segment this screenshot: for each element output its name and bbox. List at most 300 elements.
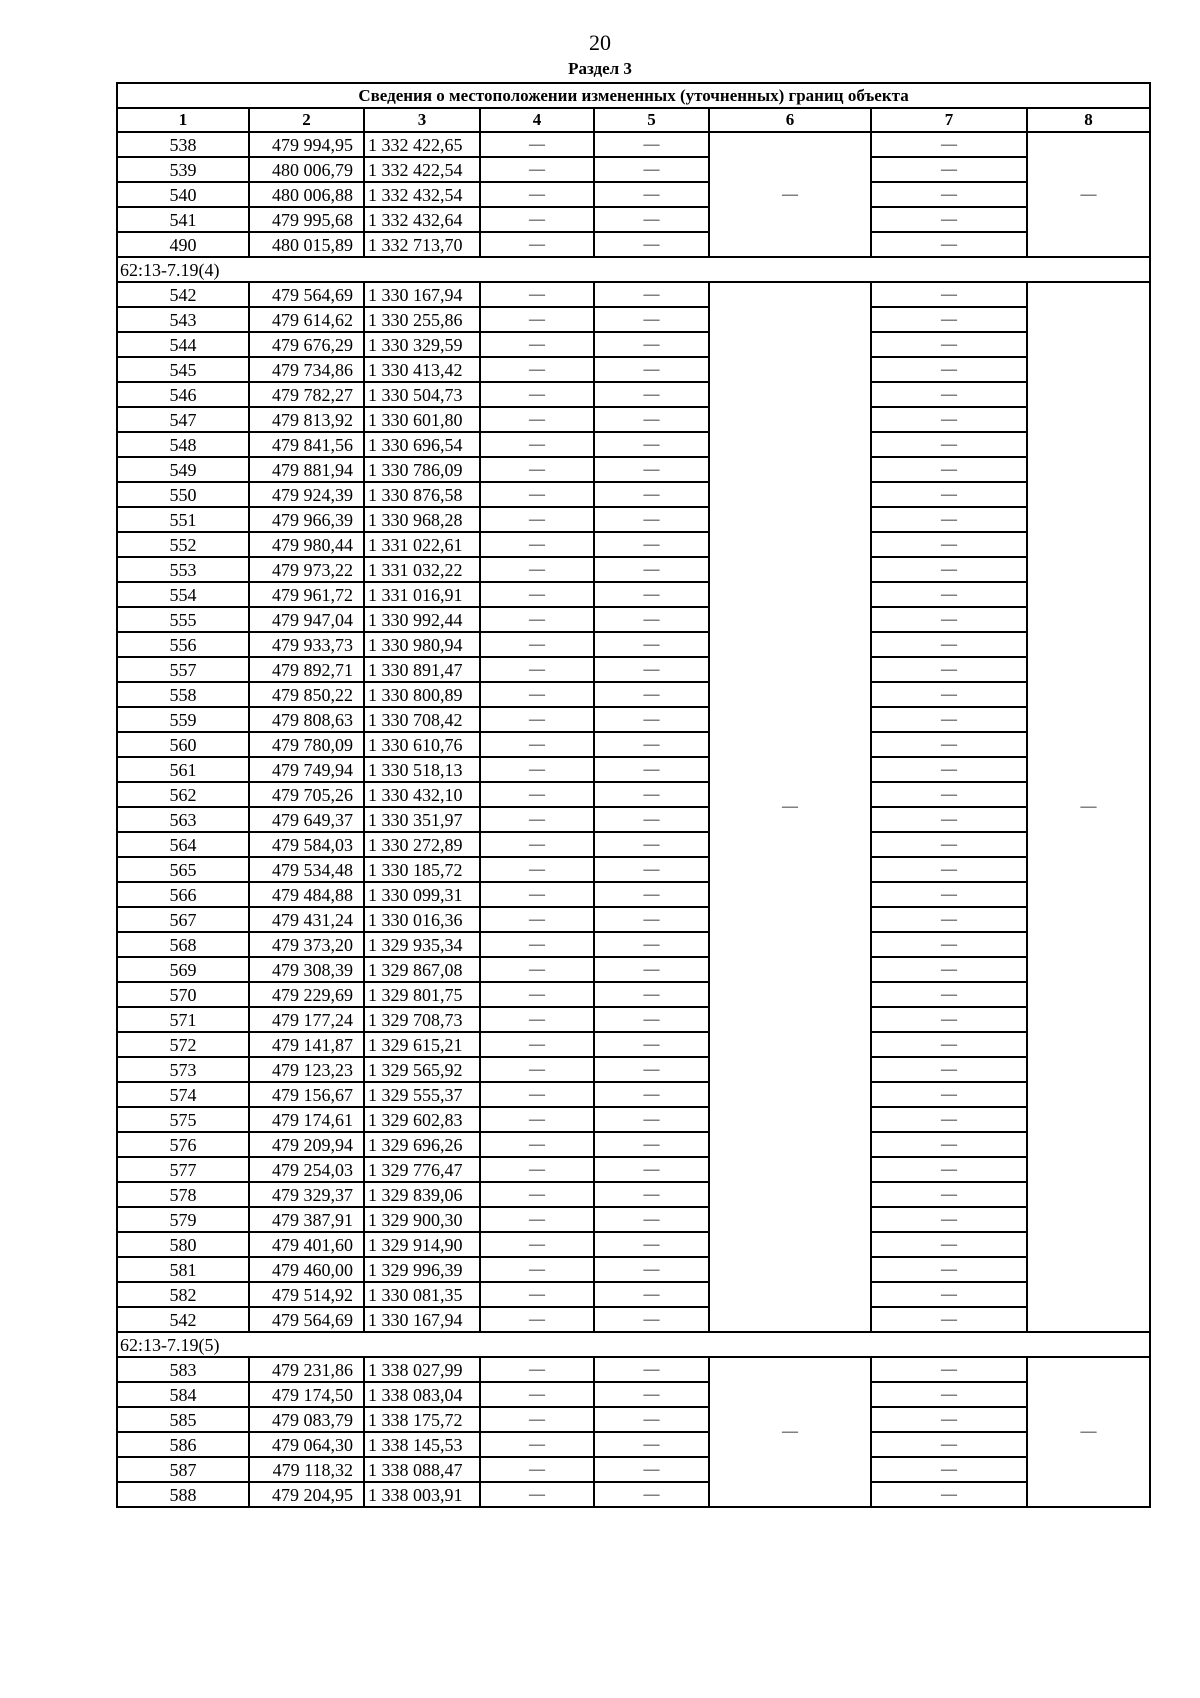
x-coordinate-cell: 479 431,24 bbox=[249, 907, 364, 932]
point-number-cell: 577 bbox=[117, 1157, 249, 1182]
table-row bbox=[117, 982, 1150, 1007]
column-7-cell: — bbox=[871, 1032, 1027, 1057]
column-4-cell: — bbox=[480, 957, 594, 982]
point-number-cell: 542 bbox=[117, 1307, 249, 1332]
group-row bbox=[117, 1332, 1150, 1357]
column-number: 6 bbox=[709, 108, 871, 132]
y-coordinate-cell: 1 330 255,86 bbox=[364, 307, 480, 332]
x-coordinate-cell: 479 118,32 bbox=[249, 1457, 364, 1482]
column-5-cell: — bbox=[594, 432, 709, 457]
y-coordinate-cell: 1 329 935,34 bbox=[364, 932, 480, 957]
y-coordinate-cell: 1 332 713,70 bbox=[364, 232, 480, 257]
point-number-cell: 570 bbox=[117, 982, 249, 1007]
table-body bbox=[117, 132, 1150, 1507]
column-7-cell: — bbox=[871, 832, 1027, 857]
column-5-cell: — bbox=[594, 632, 709, 657]
column-7-cell: — bbox=[871, 882, 1027, 907]
column-7-cell: — bbox=[871, 1007, 1027, 1032]
column-4-cell: — bbox=[480, 832, 594, 857]
column-4-cell: — bbox=[480, 907, 594, 932]
column-5-cell: — bbox=[594, 157, 709, 182]
coordinates-table bbox=[116, 82, 1151, 1508]
x-coordinate-cell: 480 015,89 bbox=[249, 232, 364, 257]
column-4-cell: — bbox=[480, 132, 594, 157]
column-7-cell: — bbox=[871, 1357, 1027, 1382]
column-4-cell: — bbox=[480, 1307, 594, 1332]
group-label: 62:13-7.19(4) bbox=[117, 257, 1150, 282]
y-coordinate-cell: 1 329 776,47 bbox=[364, 1157, 480, 1182]
y-coordinate-cell: 1 331 016,91 bbox=[364, 582, 480, 607]
column-4-cell: — bbox=[480, 332, 594, 357]
column-4-cell: — bbox=[480, 1132, 594, 1157]
column-7-cell: — bbox=[871, 582, 1027, 607]
column-5-cell: — bbox=[594, 1082, 709, 1107]
column-7-cell: — bbox=[871, 157, 1027, 182]
column-7-cell: — bbox=[871, 507, 1027, 532]
x-coordinate-cell: 479 229,69 bbox=[249, 982, 364, 1007]
table-row bbox=[117, 882, 1150, 907]
y-coordinate-cell: 1 330 272,89 bbox=[364, 832, 480, 857]
x-coordinate-cell: 479 705,26 bbox=[249, 782, 364, 807]
y-coordinate-cell: 1 332 422,54 bbox=[364, 157, 480, 182]
point-number-cell: 588 bbox=[117, 1482, 249, 1507]
x-coordinate-cell: 479 749,94 bbox=[249, 757, 364, 782]
x-coordinate-cell: 479 966,39 bbox=[249, 507, 364, 532]
column-7-cell: — bbox=[871, 807, 1027, 832]
column-5-cell: — bbox=[594, 207, 709, 232]
table-row bbox=[117, 1207, 1150, 1232]
point-number-cell: 584 bbox=[117, 1382, 249, 1407]
column-5-cell: — bbox=[594, 1107, 709, 1132]
column-number: 7 bbox=[871, 108, 1027, 132]
column-4-cell: — bbox=[480, 632, 594, 657]
table-row bbox=[117, 1132, 1150, 1157]
column-4-cell: — bbox=[480, 1207, 594, 1232]
point-number-cell: 574 bbox=[117, 1082, 249, 1107]
point-number-cell: 558 bbox=[117, 682, 249, 707]
y-coordinate-cell: 1 329 555,37 bbox=[364, 1082, 480, 1107]
point-number-cell: 586 bbox=[117, 1432, 249, 1457]
table-row bbox=[117, 907, 1150, 932]
column-5-cell: — bbox=[594, 1457, 709, 1482]
x-coordinate-cell: 479 308,39 bbox=[249, 957, 364, 982]
y-coordinate-cell: 1 330 099,31 bbox=[364, 882, 480, 907]
point-number-cell: 490 bbox=[117, 232, 249, 257]
y-coordinate-cell: 1 330 504,73 bbox=[364, 382, 480, 407]
point-number-cell: 551 bbox=[117, 507, 249, 532]
point-number-cell: 561 bbox=[117, 757, 249, 782]
x-coordinate-cell: 479 123,23 bbox=[249, 1057, 364, 1082]
point-number-cell: 549 bbox=[117, 457, 249, 482]
column-5-cell: — bbox=[594, 1232, 709, 1257]
table-row bbox=[117, 1407, 1150, 1432]
column-4-cell: — bbox=[480, 1232, 594, 1257]
table-row bbox=[117, 1157, 1150, 1182]
column-7-cell: — bbox=[871, 1382, 1027, 1407]
point-number-cell: 552 bbox=[117, 532, 249, 557]
column-4-cell: — bbox=[480, 1482, 594, 1507]
point-number-cell: 564 bbox=[117, 832, 249, 857]
column-5-cell: — bbox=[594, 457, 709, 482]
column-5-cell: — bbox=[594, 957, 709, 982]
column-7-cell: — bbox=[871, 307, 1027, 332]
point-number-cell: 573 bbox=[117, 1057, 249, 1082]
x-coordinate-cell: 479 808,63 bbox=[249, 707, 364, 732]
column-7-cell: — bbox=[871, 932, 1027, 957]
column-5-cell: — bbox=[594, 657, 709, 682]
column-4-cell: — bbox=[480, 182, 594, 207]
column-7-cell: — bbox=[871, 1057, 1027, 1082]
column-4-cell: — bbox=[480, 882, 594, 907]
point-number-cell: 560 bbox=[117, 732, 249, 757]
table-row bbox=[117, 782, 1150, 807]
column-7-cell: — bbox=[871, 532, 1027, 557]
column-7-cell: — bbox=[871, 1307, 1027, 1332]
column-number-row bbox=[117, 108, 1150, 132]
column-5-cell: — bbox=[594, 1157, 709, 1182]
column-7-cell: — bbox=[871, 1482, 1027, 1507]
column-4-cell: — bbox=[480, 582, 594, 607]
y-coordinate-cell: 1 338 003,91 bbox=[364, 1482, 480, 1507]
column-number: 1 bbox=[117, 108, 249, 132]
y-coordinate-cell: 1 329 867,08 bbox=[364, 957, 480, 982]
column-4-cell: — bbox=[480, 432, 594, 457]
y-coordinate-cell: 1 330 185,72 bbox=[364, 857, 480, 882]
x-coordinate-cell: 479 231,86 bbox=[249, 1357, 364, 1382]
point-number-cell: 555 bbox=[117, 607, 249, 632]
table-row bbox=[117, 957, 1150, 982]
point-number-cell: 542 bbox=[117, 282, 249, 307]
x-coordinate-cell: 479 401,60 bbox=[249, 1232, 364, 1257]
table-row bbox=[117, 157, 1150, 182]
table-row bbox=[117, 1107, 1150, 1132]
column-5-cell: — bbox=[594, 757, 709, 782]
table-row bbox=[117, 857, 1150, 882]
y-coordinate-cell: 1 330 786,09 bbox=[364, 457, 480, 482]
group-label: 62:13-7.19(5) bbox=[117, 1332, 1150, 1357]
column-7-cell: — bbox=[871, 1207, 1027, 1232]
x-coordinate-cell: 479 254,03 bbox=[249, 1157, 364, 1182]
point-number-cell: 546 bbox=[117, 382, 249, 407]
column-4-cell: — bbox=[480, 532, 594, 557]
column-5-cell: — bbox=[594, 382, 709, 407]
point-number-cell: 583 bbox=[117, 1357, 249, 1382]
column-4-cell: — bbox=[480, 1432, 594, 1457]
group-row bbox=[117, 257, 1150, 282]
column-4-cell: — bbox=[480, 657, 594, 682]
point-number-cell: 579 bbox=[117, 1207, 249, 1232]
column-7-cell: — bbox=[871, 182, 1027, 207]
table-row bbox=[117, 132, 1150, 157]
point-number-cell: 581 bbox=[117, 1257, 249, 1282]
column-5-cell: — bbox=[594, 1132, 709, 1157]
table-row bbox=[117, 407, 1150, 432]
point-number-cell: 541 bbox=[117, 207, 249, 232]
point-number-cell: 575 bbox=[117, 1107, 249, 1132]
y-coordinate-cell: 1 338 145,53 bbox=[364, 1432, 480, 1457]
point-number-cell: 566 bbox=[117, 882, 249, 907]
y-coordinate-cell: 1 330 601,80 bbox=[364, 407, 480, 432]
column-5-cell: — bbox=[594, 782, 709, 807]
y-coordinate-cell: 1 329 565,92 bbox=[364, 1057, 480, 1082]
point-number-cell: 576 bbox=[117, 1132, 249, 1157]
column-7-cell: — bbox=[871, 757, 1027, 782]
column-7-cell: — bbox=[871, 732, 1027, 757]
column-6-merged-cell: — bbox=[709, 1357, 871, 1507]
column-4-cell: — bbox=[480, 1007, 594, 1032]
x-coordinate-cell: 479 534,48 bbox=[249, 857, 364, 882]
point-number-cell: 540 bbox=[117, 182, 249, 207]
column-4-cell: — bbox=[480, 707, 594, 732]
table-row bbox=[117, 582, 1150, 607]
x-coordinate-cell: 479 780,09 bbox=[249, 732, 364, 757]
column-7-cell: — bbox=[871, 1082, 1027, 1107]
page-number: 20 bbox=[589, 30, 611, 55]
x-coordinate-cell: 479 514,92 bbox=[249, 1282, 364, 1307]
column-7-cell: — bbox=[871, 1232, 1027, 1257]
table-row bbox=[117, 757, 1150, 782]
column-5-cell: — bbox=[594, 907, 709, 932]
column-5-cell: — bbox=[594, 857, 709, 882]
column-5-cell: — bbox=[594, 982, 709, 1007]
y-coordinate-cell: 1 330 081,35 bbox=[364, 1282, 480, 1307]
column-7-cell: — bbox=[871, 432, 1027, 457]
column-5-cell: — bbox=[594, 132, 709, 157]
column-4-cell: — bbox=[480, 1107, 594, 1132]
column-7-cell: — bbox=[871, 207, 1027, 232]
table-row bbox=[117, 1382, 1150, 1407]
column-4-cell: — bbox=[480, 757, 594, 782]
column-4-cell: — bbox=[480, 982, 594, 1007]
y-coordinate-cell: 1 330 413,42 bbox=[364, 357, 480, 382]
point-number-cell: 557 bbox=[117, 657, 249, 682]
table-row bbox=[117, 632, 1150, 657]
x-coordinate-cell: 479 174,61 bbox=[249, 1107, 364, 1132]
column-7-cell: — bbox=[871, 607, 1027, 632]
y-coordinate-cell: 1 330 800,89 bbox=[364, 682, 480, 707]
x-coordinate-cell: 479 994,95 bbox=[249, 132, 364, 157]
y-coordinate-cell: 1 329 914,90 bbox=[364, 1232, 480, 1257]
point-number-cell: 572 bbox=[117, 1032, 249, 1057]
column-number: 4 bbox=[480, 108, 594, 132]
table-row bbox=[117, 1307, 1150, 1332]
x-coordinate-cell: 479 584,03 bbox=[249, 832, 364, 857]
column-5-cell: — bbox=[594, 1432, 709, 1457]
column-4-cell: — bbox=[480, 1182, 594, 1207]
column-7-cell: — bbox=[871, 957, 1027, 982]
column-4-cell: — bbox=[480, 307, 594, 332]
x-coordinate-cell: 479 782,27 bbox=[249, 382, 364, 407]
column-5-cell: — bbox=[594, 1057, 709, 1082]
y-coordinate-cell: 1 338 175,72 bbox=[364, 1407, 480, 1432]
column-7-cell: — bbox=[871, 332, 1027, 357]
y-coordinate-cell: 1 338 088,47 bbox=[364, 1457, 480, 1482]
column-7-cell: — bbox=[871, 782, 1027, 807]
column-8-merged-cell: — bbox=[1027, 1357, 1150, 1507]
x-coordinate-cell: 479 850,22 bbox=[249, 682, 364, 707]
column-4-cell: — bbox=[480, 1032, 594, 1057]
table-row bbox=[117, 457, 1150, 482]
column-5-cell: — bbox=[594, 1032, 709, 1057]
column-4-cell: — bbox=[480, 482, 594, 507]
column-4-cell: — bbox=[480, 682, 594, 707]
table-row bbox=[117, 207, 1150, 232]
table-row bbox=[117, 482, 1150, 507]
y-coordinate-cell: 1 329 708,73 bbox=[364, 1007, 480, 1032]
column-5-cell: — bbox=[594, 882, 709, 907]
x-coordinate-cell: 479 209,94 bbox=[249, 1132, 364, 1157]
column-7-cell: — bbox=[871, 682, 1027, 707]
y-coordinate-cell: 1 338 083,04 bbox=[364, 1382, 480, 1407]
column-8-merged-cell: — bbox=[1027, 282, 1150, 1332]
table-row bbox=[117, 1257, 1150, 1282]
column-5-cell: — bbox=[594, 1207, 709, 1232]
x-coordinate-cell: 479 373,20 bbox=[249, 932, 364, 957]
point-number-cell: 554 bbox=[117, 582, 249, 607]
column-4-cell: — bbox=[480, 457, 594, 482]
table-row bbox=[117, 1282, 1150, 1307]
column-4-cell: — bbox=[480, 382, 594, 407]
column-5-cell: — bbox=[594, 482, 709, 507]
table-row bbox=[117, 1007, 1150, 1032]
column-5-cell: — bbox=[594, 1282, 709, 1307]
x-coordinate-cell: 479 387,91 bbox=[249, 1207, 364, 1232]
x-coordinate-cell: 479 995,68 bbox=[249, 207, 364, 232]
point-number-cell: 548 bbox=[117, 432, 249, 457]
x-coordinate-cell: 479 156,67 bbox=[249, 1082, 364, 1107]
table-caption: Сведения о местоположении измененных (уточненных) границ объекта bbox=[117, 83, 1150, 108]
table-row bbox=[117, 432, 1150, 457]
column-5-cell: — bbox=[594, 357, 709, 382]
point-number-cell: 559 bbox=[117, 707, 249, 732]
x-coordinate-cell: 479 174,50 bbox=[249, 1382, 364, 1407]
x-coordinate-cell: 479 177,24 bbox=[249, 1007, 364, 1032]
x-coordinate-cell: 479 649,37 bbox=[249, 807, 364, 832]
table-row bbox=[117, 532, 1150, 557]
column-7-cell: — bbox=[871, 482, 1027, 507]
column-7-cell: — bbox=[871, 1132, 1027, 1157]
point-number-cell: 563 bbox=[117, 807, 249, 832]
y-coordinate-cell: 1 329 801,75 bbox=[364, 982, 480, 1007]
table-row bbox=[117, 232, 1150, 257]
x-coordinate-cell: 479 961,72 bbox=[249, 582, 364, 607]
column-5-cell: — bbox=[594, 1182, 709, 1207]
x-coordinate-cell: 479 204,95 bbox=[249, 1482, 364, 1507]
column-5-cell: — bbox=[594, 1257, 709, 1282]
column-4-cell: — bbox=[480, 1057, 594, 1082]
point-number-cell: 550 bbox=[117, 482, 249, 507]
table-row bbox=[117, 1182, 1150, 1207]
column-5-cell: — bbox=[594, 1007, 709, 1032]
column-4-cell: — bbox=[480, 207, 594, 232]
column-7-cell: — bbox=[871, 1407, 1027, 1432]
table-row bbox=[117, 657, 1150, 682]
column-5-cell: — bbox=[594, 282, 709, 307]
column-5-cell: — bbox=[594, 1382, 709, 1407]
column-4-cell: — bbox=[480, 357, 594, 382]
column-number: 5 bbox=[594, 108, 709, 132]
table-row bbox=[117, 1432, 1150, 1457]
table-caption-row bbox=[117, 83, 1150, 108]
column-7-cell: — bbox=[871, 632, 1027, 657]
y-coordinate-cell: 1 330 329,59 bbox=[364, 332, 480, 357]
column-5-cell: — bbox=[594, 607, 709, 632]
column-7-cell: — bbox=[871, 1282, 1027, 1307]
column-7-cell: — bbox=[871, 707, 1027, 732]
column-4-cell: — bbox=[480, 1282, 594, 1307]
column-7-cell: — bbox=[871, 907, 1027, 932]
x-coordinate-cell: 479 734,86 bbox=[249, 357, 364, 382]
point-number-cell: 585 bbox=[117, 1407, 249, 1432]
table-row bbox=[117, 807, 1150, 832]
column-4-cell: — bbox=[480, 932, 594, 957]
column-4-cell: — bbox=[480, 1357, 594, 1382]
section-title: Раздел 3 bbox=[568, 59, 632, 78]
column-5-cell: — bbox=[594, 407, 709, 432]
x-coordinate-cell: 480 006,88 bbox=[249, 182, 364, 207]
y-coordinate-cell: 1 330 016,36 bbox=[364, 907, 480, 932]
y-coordinate-cell: 1 332 422,65 bbox=[364, 132, 480, 157]
y-coordinate-cell: 1 329 615,21 bbox=[364, 1032, 480, 1057]
column-4-cell: — bbox=[480, 157, 594, 182]
x-coordinate-cell: 479 083,79 bbox=[249, 1407, 364, 1432]
column-7-cell: — bbox=[871, 982, 1027, 1007]
column-number: 3 bbox=[364, 108, 480, 132]
column-5-cell: — bbox=[594, 682, 709, 707]
y-coordinate-cell: 1 330 518,13 bbox=[364, 757, 480, 782]
table-row bbox=[117, 1482, 1150, 1507]
x-coordinate-cell: 479 933,73 bbox=[249, 632, 364, 657]
column-4-cell: — bbox=[480, 407, 594, 432]
point-number-cell: 578 bbox=[117, 1182, 249, 1207]
y-coordinate-cell: 1 330 610,76 bbox=[364, 732, 480, 757]
table-row bbox=[117, 1357, 1150, 1382]
column-7-cell: — bbox=[871, 1457, 1027, 1482]
column-7-cell: — bbox=[871, 1257, 1027, 1282]
x-coordinate-cell: 480 006,79 bbox=[249, 157, 364, 182]
point-number-cell: 569 bbox=[117, 957, 249, 982]
point-number-cell: 545 bbox=[117, 357, 249, 382]
column-4-cell: — bbox=[480, 1082, 594, 1107]
y-coordinate-cell: 1 330 992,44 bbox=[364, 607, 480, 632]
table-row bbox=[117, 307, 1150, 332]
column-6-merged-cell: — bbox=[709, 132, 871, 257]
column-5-cell: — bbox=[594, 582, 709, 607]
table-row bbox=[117, 1082, 1150, 1107]
column-4-cell: — bbox=[480, 782, 594, 807]
column-4-cell: — bbox=[480, 1382, 594, 1407]
column-4-cell: — bbox=[480, 1157, 594, 1182]
y-coordinate-cell: 1 338 027,99 bbox=[364, 1357, 480, 1382]
point-number-cell: 571 bbox=[117, 1007, 249, 1032]
table-row bbox=[117, 357, 1150, 382]
column-5-cell: — bbox=[594, 1482, 709, 1507]
column-5-cell: — bbox=[594, 532, 709, 557]
column-5-cell: — bbox=[594, 1357, 709, 1382]
column-4-cell: — bbox=[480, 1407, 594, 1432]
column-7-cell: — bbox=[871, 232, 1027, 257]
x-coordinate-cell: 479 329,37 bbox=[249, 1182, 364, 1207]
column-7-cell: — bbox=[871, 1182, 1027, 1207]
y-coordinate-cell: 1 330 432,10 bbox=[364, 782, 480, 807]
column-7-cell: — bbox=[871, 1432, 1027, 1457]
x-coordinate-cell: 479 564,69 bbox=[249, 1307, 364, 1332]
point-number-cell: 553 bbox=[117, 557, 249, 582]
column-8-merged-cell: — bbox=[1027, 132, 1150, 257]
table-row bbox=[117, 507, 1150, 532]
column-5-cell: — bbox=[594, 332, 709, 357]
column-5-cell: — bbox=[594, 232, 709, 257]
